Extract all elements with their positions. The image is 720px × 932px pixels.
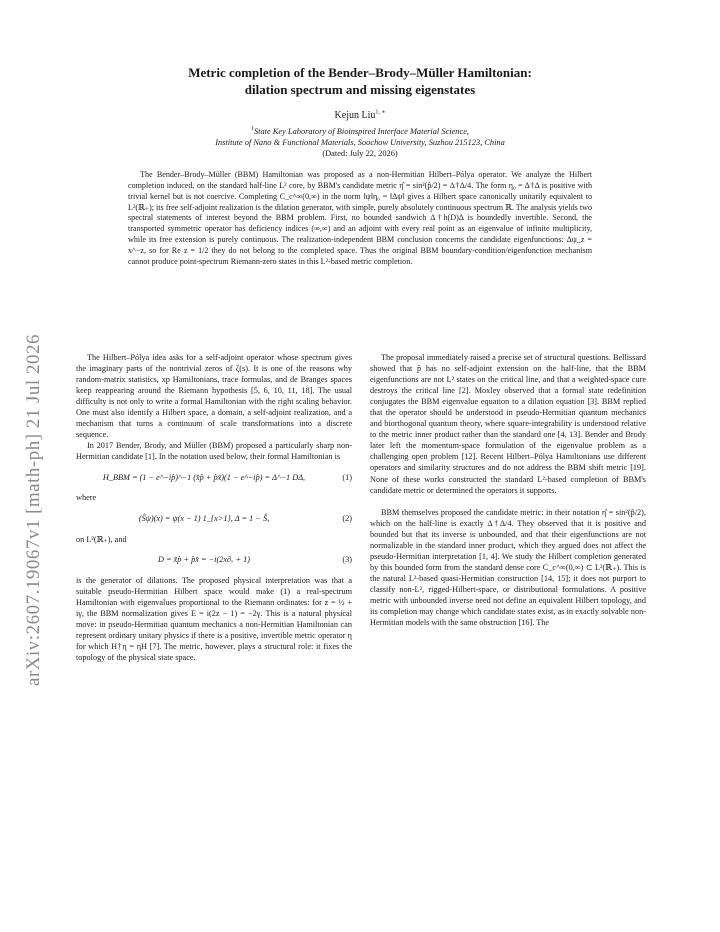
title-line-1: Metric completion of the Bender–Brody–Müller Hamiltonian: xyxy=(188,65,532,80)
equation-3-expr: D = x̂p̂ + p̂x̂ = −i(2x∂ₓ + 1) xyxy=(158,555,250,565)
affil-line-1: State Key Laboratory of Bioinspired Interface Material Science, xyxy=(253,127,470,136)
right-paragraph-2: BBM themselves proposed the candidate metric: in their notation η̂ = sin²(p̂/2), which on the half-line is exactly Δ†Δ/4. They observed that it is positive and bounded but that its inverse is unbounded, and that their eigenfunctions are not normalizable in the standard inner product, which they argued does not affect the pseudo-Hermitian interpretation [1, 4]. We study the Hilbert completion generated by this bounded form from the standard dense core C_c^∞(0,∞) ⊂ L²(ℝ₊). This is the natural L²-based quasi-Hermitian construction [14, 15]; it does not purport to classify non-L², rigged-Hilbert-space, or distributional formulations. A positive metric with unbounded inverse need not define an equivalent Hilbert topology, and its completion may change which candidate states exist, as in exactly solvable non-Hermitian models with the same obstruction [16]. The xyxy=(370,507,646,628)
equation-1-number: (1) xyxy=(342,472,352,482)
abstract xyxy=(128,170,592,268)
arxiv-stamp: arXiv:2607.19067v1 [math-ph] 21 Jul 2026 xyxy=(23,334,44,686)
equation-1 xyxy=(76,466,352,488)
equation-2-number: (2) xyxy=(342,513,352,523)
author-line xyxy=(100,110,620,121)
right-column xyxy=(370,352,646,628)
author-name: Kejun Liu xyxy=(334,110,376,121)
author-marks: 1, ∗ xyxy=(375,109,386,116)
affil-line-2: Institute of Nano & Functional Materials, Soochow University, Suzhou 215123, China xyxy=(215,138,505,147)
title-line-2: dilation spectrum and missing eigenstates xyxy=(244,82,476,97)
equation-3-number: (3) xyxy=(342,555,352,565)
equation-3 xyxy=(76,549,352,571)
left-paragraph-2: In 2017 Bender, Brody, and Müller (BBM) proposed a particularly sharp non-Hermitian candidate [1]. In the notation used below, their formal Hamiltonian is xyxy=(76,441,352,462)
affiliation xyxy=(100,126,620,148)
paper-title xyxy=(100,64,620,98)
left-paragraph-1: The Hilbert–Pólya idea asks for a self-adjoint operator whose spectrum gives the imaginary parts of the nontrivial zeros of ζ(s). It is one of the reasons why random-matrix statistics, xp Hamiltonians, trace formulas, and de Branges spaces keep reappearing around the Riemann hypothesis [5, 6, 10, 11, 18]. The usual difficulty is not only to write a formal Hamiltonian with the right scaling behavior. One must also identify a Hilbert space, a domain, a self-adjoint realization, and a mechanism that turns a continuum of scale transformations into a discrete sequence. xyxy=(76,353,352,440)
left-paragraph-3: is the generator of dilations. The proposed physical interpretation was that a suitable pseudo-Hermitian Hilbert space would make (1) a real-spectrum Hamiltonian with eigenvalues proportional to the Riemann ordinates: for z = ½ + iγ, the BBM normalization gives E = i(2z − 1) = −2γ. This is a natural physical move: in pseudo-Hermitian quantum mechanics a non-Hermitian Hamiltonian can represent ordinary unitary physics if there is a positive, invertible metric operator η for which H†η = ηH [7]. The metric, however, plays a structural role: it fixes the topology of the physical state space. xyxy=(76,575,352,662)
right-paragraph-1: The proposal immediately raised a precise set of structural questions. Bellissard showed that p̂ has no self-adjoint extension on the half-line, that the BBM eigenfunctions are not L² states on the critical line, and that a weighted-space cure destroys the critical line [2]. Moxley observed that a formal state redefinition conjugates the BBM eigenvalue equation to a dilation equation [3]. BBM replied that the operator should be understood in pseudo-Hermitian quantum mechanics and biorthogonal quantum theory, where square-integrability is understood relative to the metric inner product rather than the standard one [4, 13]. Bender and Brody later left the momentum-space formulation of the eigenvalue problem as a challenging open problem [12]. Recent Hilbert–Pólya Hamiltonians use different operators and similarity structures and do not address the BBM shift metric [19]. None of these works constructed the standard L²-based completion of BBM's candidate metric or determined the operators it supports. xyxy=(370,353,646,495)
left-column xyxy=(76,352,352,663)
equation-2 xyxy=(76,508,352,530)
affil-mark: 1 xyxy=(250,126,254,133)
dated-line: (Dated: July 22, 2026) xyxy=(322,149,398,158)
equation-2-expr: (Ŝψ)(x) = ψ(x − 1) 1_{x>1}, Δ = 1 − Ŝ, xyxy=(138,513,270,523)
abstract-text: The Bender–Brody–Müller (BBM) Hamiltonian was proposed as a non-Hermitian Hilbert–Pólya operator. We analyze the Hilbert completion induced, on the standard half-line L² core, by BBM's candidate metric η̂ = sin²(p̂/2) = Δ†Δ/4. The form η₀ = Δ†Δ is positive with trivial kernel but is not coercive. Completing C_c^∞(0,∞) in the norm ‖ψ‖η₀ = ‖Δψ‖ gives a Hilbert space canonically unitarily equivalent to L²(ℝ₊); its free self-adjoint realization is the dilation generator, with simple, purely absolutely continuous spectrum ℝ. The analysis yields two spectral statements of interest beyond the BBM problem. First, no bounded sandwich Δ†h(D)Δ is boundedly invertible. Second, the transported symmetric operator has deficiency indices (∞,∞) and an adjoint with every real point as an eigenvalue of infinite multiplicity, while its free extension is purely continuous. The realization-independent BBM conclusion concerns the candidate eigenfunctions: Δψ_z = x^−z, so for Re z = 1/2 they do not belong to the completed space. Thus the original BBM boundary-condition/eigenfunction mechanism cannot produce point-spectrum Riemann-zero states in this L²-based metric completion. xyxy=(128,170,592,266)
equation-1-expr: H_BBM = (1 − e^−ip̂)^−1 (x̂p̂ + p̂x̂)(1 − e^−ip̂) = Δ^−1 DΔ, xyxy=(102,472,306,482)
on-text: on L²(ℝ₊), and xyxy=(76,534,127,544)
where-text: where xyxy=(76,493,97,503)
